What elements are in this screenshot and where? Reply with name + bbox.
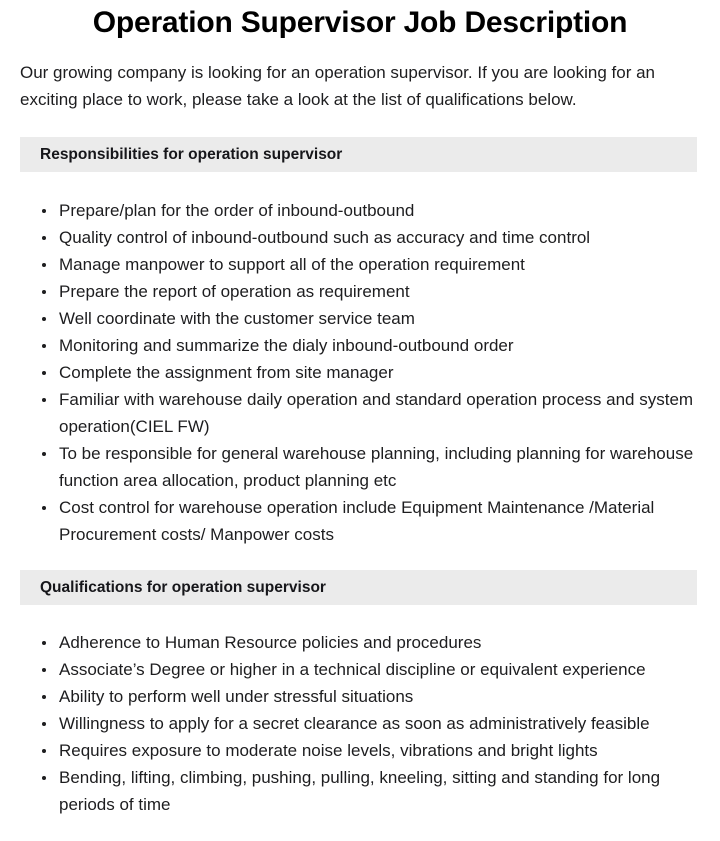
list-item: Cost control for warehouse operation include Equipment Maintenance /Material Procurement costs/ Manpower costs [0, 494, 700, 548]
list-item: Complete the assignment from site manager [0, 359, 700, 386]
list-item: Manage manpower to support all of the operation requirement [0, 251, 700, 278]
list-item: Adherence to Human Resource policies and procedures [0, 629, 700, 656]
list-item: Prepare the report of operation as requirement [0, 278, 700, 305]
list-item: Quality control of inbound-outbound such as accuracy and time control [0, 224, 700, 251]
list-item: Willingness to apply for a secret clearance as soon as administratively feasible [0, 710, 700, 737]
intro-paragraph: Our growing company is looking for an operation supervisor. If you are looking for an exciting place to work, please take a look at the list of qualifications below. [20, 63, 656, 109]
list-item: Requires exposure to moderate noise levels, vibrations and bright lights [0, 737, 700, 764]
section-heading-label: Qualifications for operation supervisor [40, 578, 326, 596]
section-heading-label: Responsibilities for operation supervisor [40, 145, 343, 163]
section-header-qualifications [20, 570, 697, 605]
list-item: Monitoring and summarize the dialy inbound-outbound order [0, 332, 700, 359]
list-item: Bending, lifting, climbing, pushing, pulling, kneeling, sitting and standing for long periods of time [0, 764, 700, 818]
list-item: Well coordinate with the customer service team [0, 305, 700, 332]
list-item: Associate’s Degree or higher in a technical discipline or equivalent experience [0, 656, 700, 683]
list-item: To be responsible for general warehouse planning, including planning for warehouse function area allocation, product planning etc [0, 440, 700, 494]
list-item: Ability to perform well under stressful situations [0, 683, 700, 710]
section-qualifications [0, 570, 720, 818]
section-responsibilities [0, 137, 720, 548]
section-header-responsibilities [20, 137, 697, 172]
list-item: Prepare/plan for the order of inbound-outbound [0, 197, 700, 224]
qualifications-list [0, 605, 720, 818]
page-title: Operation Supervisor Job Description [92, 6, 628, 39]
list-item: Familiar with warehouse daily operation and standard operation process and system operation(CIEL FW) [0, 386, 700, 440]
responsibilities-list [0, 172, 720, 548]
